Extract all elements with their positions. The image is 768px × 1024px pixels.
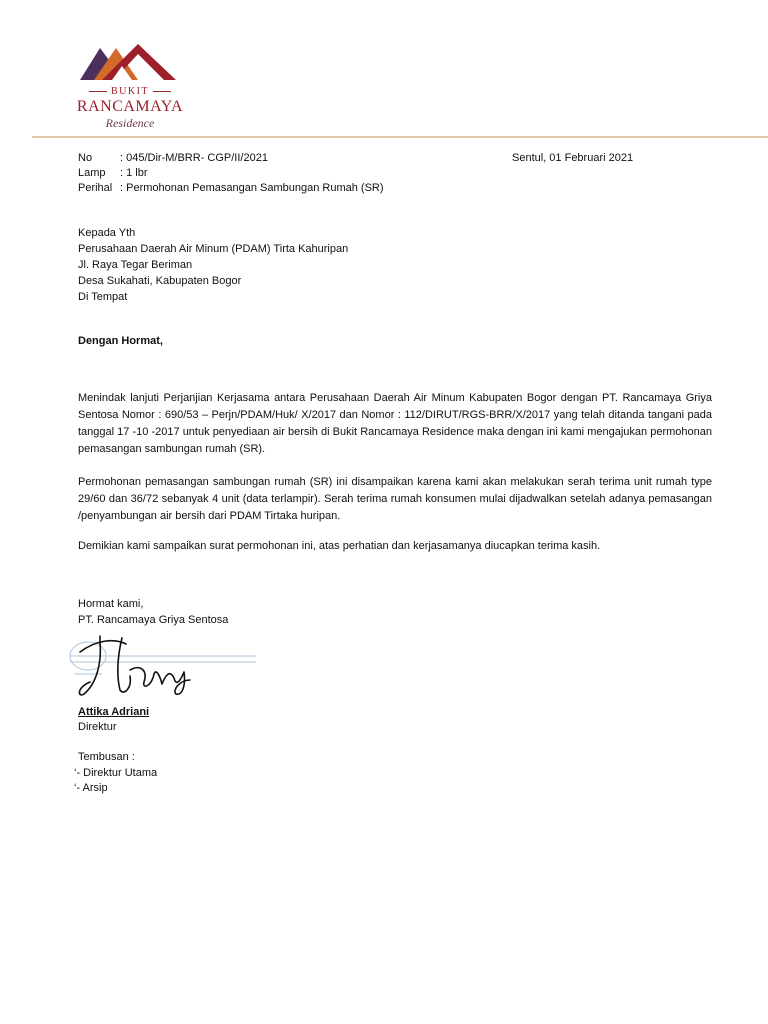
cc-item: ‘- Direktur Utama	[74, 767, 158, 779]
recipient-line: Di Tempat	[78, 291, 128, 303]
closing-company: PT. Rancamaya Griya Sentosa	[78, 614, 229, 626]
salutation: Dengan Hormat,	[78, 335, 163, 347]
signatory-name: Attika Adriani	[78, 706, 150, 718]
recipient-line: Kepada Yth	[78, 227, 136, 239]
cc-item: ‘- Arsip	[74, 782, 108, 794]
logo-text-residence: Residence	[105, 116, 155, 130]
body-paragraph: Demikian kami sampaikan surat permohonan ini, atas perhatian dan kerjasamanya diucapkan terima kasih.	[78, 540, 601, 552]
body-paragraph: Permohonan pemasangan sambungan rumah (SR) ini disampaikan karena kami akan melakukan serah terima unit rumah type 29/60 dan 36/72 sebanyak 4 unit (data terlampir). Serah terima rumah konsumen mulai dijadwalkan setelah adanya pemasangan /penyambungan air bersih dari PDAM Tirtaka huripan.	[78, 476, 712, 522]
meta-lamp-label: Lamp	[78, 167, 106, 179]
signature-with-stamp	[66, 630, 266, 702]
cc-label: Tembusan :	[78, 751, 135, 763]
meta-lamp-value: : 1 lbr	[120, 167, 148, 179]
recipient-line: Jl. Raya Tegar Beriman	[78, 259, 193, 271]
recipient-line: Desa Sukahati, Kabupaten Bogor	[78, 275, 242, 287]
place-date: Sentul, 01 Februari 2021	[512, 152, 634, 164]
signatory-title: Direktur	[78, 721, 117, 733]
closing-greeting: Hormat kami,	[78, 598, 144, 610]
meta-perihal-label: Perihal	[78, 182, 113, 194]
meta-no-label: No	[78, 152, 93, 164]
recipient-line: Perusahaan Daerah Air Minum (PDAM) Tirta Kahuripan	[78, 243, 349, 255]
meta-no-value: : 045/Dir-M/BRR- CGP/II/2021	[120, 152, 268, 164]
body-paragraph: Menindak lanjuti Perjanjian Kerjasama antara Perusahaan Daerah Air Minum Kabupaten Bogor dengan PT. Rancamaya Griya Sentosa Nomor : 690/53 – Perjn/PDAM/Huk/ X/2017 dan Nomor : 112/DIRUT/RGS-BRR/X/2017 yang telah ditanda tangani pada tanggal 17 -10 -2017 untuk penyediaan air bersih di Bukit Rancamaya Residence maka dengan ini kami mengajukan permohonan pemasangan sambungan rumah (SR).	[78, 392, 712, 455]
logo-text-bukit: BUKIT	[78, 86, 182, 97]
meta-perihal-value: : Permohonan Pemasangan Sambungan Rumah (SR)	[120, 182, 384, 194]
logo-text-rancamaya: RANCAMAYA	[76, 98, 184, 115]
letterhead-divider	[32, 136, 768, 138]
